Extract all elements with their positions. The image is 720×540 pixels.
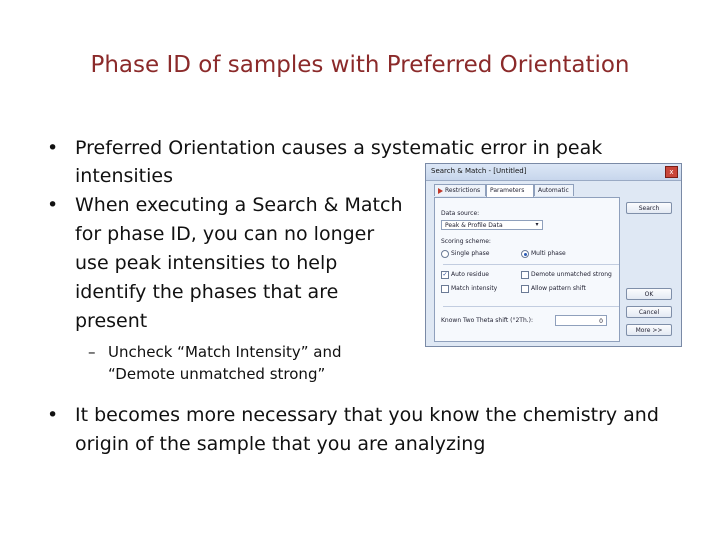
panel-divider-2 — [443, 306, 619, 307]
sub-bullet — [88, 341, 342, 363]
demote-unmatched-checkbox[interactable] — [521, 271, 529, 279]
bullet-2-line-3: use peak intensities to help — [75, 252, 338, 274]
allow-pattern-shift-checkbox[interactable] — [521, 285, 529, 293]
two-theta-input[interactable]: 0 — [555, 315, 607, 326]
search-button[interactable]: Search — [626, 202, 672, 214]
ok-button[interactable]: OK — [626, 288, 672, 300]
match-intensity-checkbox[interactable] — [441, 285, 449, 293]
chevron-down-icon: ▾ — [535, 221, 539, 228]
bullet-dot: • — [47, 194, 59, 216]
bullet-1-line-2: intensities — [75, 165, 173, 187]
data-source-label: Data source: — [441, 210, 480, 217]
slide-title: Phase ID of samples with Preferred Orientation — [90, 52, 630, 78]
auto-residue-label: Auto residue — [451, 271, 489, 278]
tab-restrictions-label: Restrictions — [445, 187, 481, 194]
data-source-value: Peak & Profile Data — [445, 222, 503, 229]
bullet-2-l3 — [75, 249, 337, 278]
multi-phase-label: Multi phase — [531, 250, 566, 257]
close-icon[interactable]: x — [665, 166, 678, 178]
panel-divider — [443, 264, 619, 265]
sub-bullet-dash: – — [88, 343, 96, 361]
bullet-2-line-5: present — [75, 310, 148, 332]
bullet-2-l4 — [75, 278, 338, 307]
dialog-title: Search & Match - [Untitled] — [431, 167, 527, 175]
bullet-2-l2 — [75, 220, 374, 249]
sub-bullet-line-1: Uncheck “Match Intensity” and — [108, 343, 342, 361]
bullet-dot: • — [47, 137, 59, 159]
bullet-2-l5 — [75, 307, 147, 336]
bullet-2-line-4: identify the phases that are — [75, 281, 339, 303]
bullet-dot: • — [47, 404, 59, 426]
sub-bullet-line-2: “Demote unmatched strong” — [108, 365, 326, 383]
bullet-1-cont — [75, 162, 173, 191]
bullet-3-line-1: It becomes more necessary that you know the chemistry and — [75, 404, 659, 426]
parameters-panel — [434, 197, 620, 342]
dialog-titlebar — [426, 164, 681, 181]
bullet-3-cont — [75, 430, 485, 459]
tab-automatic[interactable] — [534, 184, 574, 196]
auto-residue-checkbox[interactable]: ✓ — [442, 271, 448, 278]
tab-automatic-label: Automatic — [538, 187, 569, 194]
bullet-2-line-1: When executing a Search & Match — [75, 194, 403, 216]
data-source-select[interactable] — [441, 220, 543, 230]
match-intensity-label: Match intensity — [451, 285, 498, 292]
search-match-dialog — [425, 163, 682, 347]
bullet-1 — [47, 134, 603, 163]
sub-bullet-cont — [108, 363, 325, 385]
single-phase-label: Single phase — [451, 250, 490, 257]
allow-pattern-shift-label: Allow pattern shift — [531, 285, 586, 292]
tab-parameters[interactable] — [486, 184, 534, 197]
multi-phase-radio[interactable] — [521, 250, 529, 258]
scoring-scheme-label: Scoring scheme: — [441, 238, 491, 245]
more-button[interactable]: More >> — [626, 324, 672, 336]
bullet-3 — [47, 401, 659, 430]
single-phase-radio[interactable] — [441, 250, 449, 258]
cancel-button[interactable]: Cancel — [626, 306, 672, 318]
bullet-3-line-2: origin of the sample that you are analyzing — [75, 433, 486, 455]
demote-unmatched-label: Demote unmatched strong — [531, 271, 612, 278]
tab-restrictions[interactable] — [434, 184, 486, 196]
restrictions-icon — [438, 188, 443, 194]
bullet-1-line-1: Preferred Orientation causes a systematic error in peak — [75, 137, 603, 159]
tab-parameters-label: Parameters — [490, 187, 525, 194]
bullet-2 — [47, 191, 403, 220]
two-theta-label: Known Two Theta shift (°2Th.): — [441, 317, 534, 324]
bullet-2-line-2: for phase ID, you can no longer — [75, 223, 375, 245]
